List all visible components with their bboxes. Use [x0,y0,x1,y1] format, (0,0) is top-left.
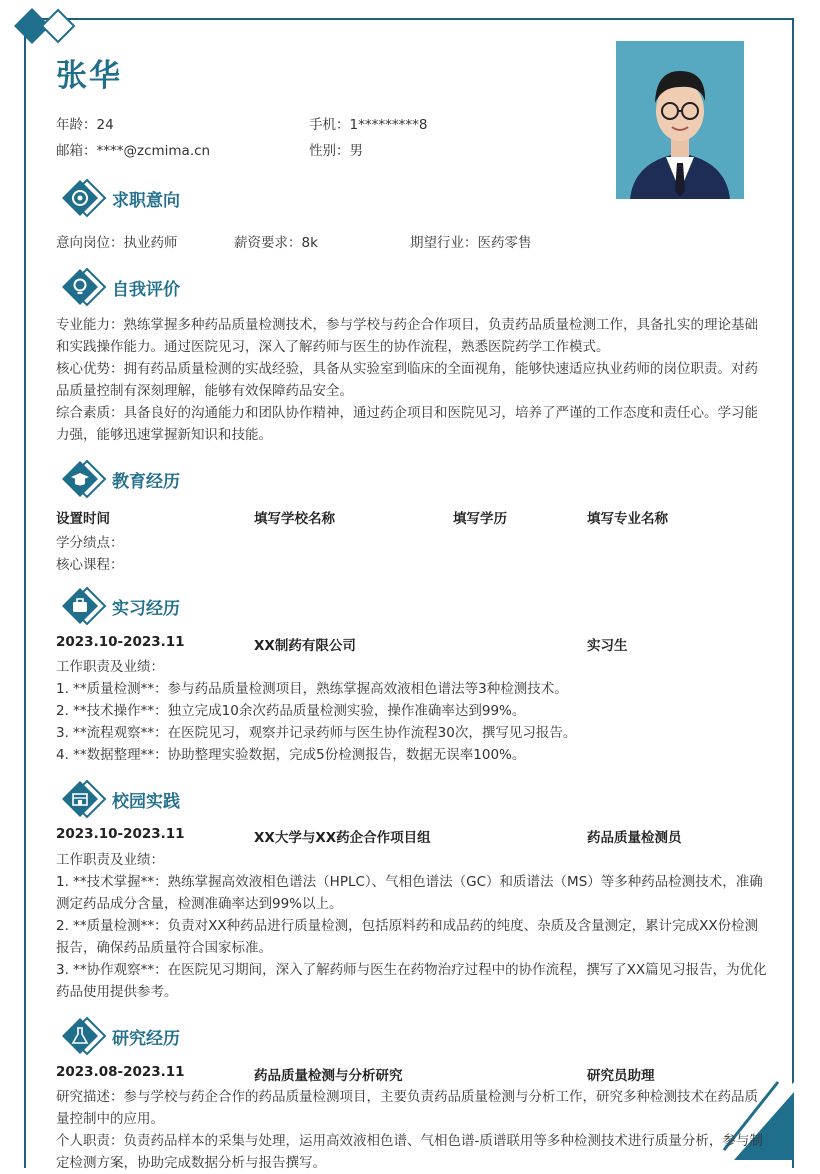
flask-icon [58,1016,108,1056]
campus-duties [56,849,768,1003]
section-header-internship [58,586,180,626]
self-eval-paragraph: 专业能力：熟练掌握多种药品质量检测技术，参与学校与药企合作项目，负责药品质量检测工作，具备扎实的理论基础和实践操作能力。通过医院见习，深入了解药师与医生的协作流程，熟悉医院药学工作模式。 [56,317,758,355]
campus-role: 药品质量检测员 [587,830,682,846]
section-title-intent: 求职意向 [112,191,180,211]
research-description: 研究描述：参与学校与药企合作的药品质量检测项目，主要负责药品质量检测与分析工作，研究多种检测技术在药品质量控制中的应用。 [56,1089,758,1127]
section-header-campus [58,779,180,819]
section-title-research: 研究经历 [112,1029,180,1049]
education-major: 填写专业名称 [587,511,668,527]
campus-duty-label: 工作职责及业绩： [56,852,164,868]
campus-duty-item: 3. **协作观察**：在医院见习期间，深入了解药师与医生在药物治疗过程中的协作流程，撰写了XX篇见习报告，为优化药品使用提供参考。 [56,962,767,1000]
internship-duty-item: 2. **技术操作**：独立完成10余次药品质量检测实验，操作准确率达到99%。 [56,703,526,719]
internship-duties [56,656,768,766]
section-header-education [58,459,180,499]
section-title-self-eval: 自我评价 [112,280,180,300]
intent-salary: 薪资要求：8k [234,235,318,251]
internship-time: 2023.10-2023.11 [56,634,185,650]
section-title-education: 教育经历 [112,472,180,492]
internship-duty-item: 3. **流程观察**：在医院见习，观察并记录药师与医生协作流程30次，撰写见习报告。 [56,725,577,741]
self-eval-paragraph: 核心优势：拥有药品质量检测的实战经验，具备从实验室到临床的全面视角，能够快速适应执业药师的岗位职责。对药品质量控制有深刻理解，能够有效保障药品安全。 [56,361,758,399]
internship-duty-label: 工作职责及业绩： [56,659,164,675]
education-gpa: 学分绩点： [56,535,124,551]
education-courses: 核心课程： [56,557,124,573]
section-header-intent [58,178,180,218]
section-header-research [58,1016,180,1056]
intent-position: 意向岗位：执业药师 [56,235,178,251]
candidate-name: 张华 [56,58,122,94]
email-value: ****@zcmima.cn [96,143,211,159]
campus-duty-item: 2. **质量检测**：负责对XX种药品进行质量检测，包括原料药和成品药的纯度、杂质及含量测定，累计完成XX份检测报告，确保药品质量符合国家标准。 [56,918,759,956]
research-org: 药品质量检测与分析研究 [254,1068,403,1084]
phone-field [309,113,427,133]
gender-value: 男 [349,143,363,159]
education-school: 填写学校名称 [254,511,335,527]
gender-field [309,139,363,159]
self-eval-text [56,314,768,446]
intent-industry: 期望行业：医药零售 [410,235,532,251]
profile-photo [616,41,744,199]
education-degree: 填写学历 [453,511,507,527]
self-eval-paragraph: 综合素质：具备良好的沟通能力和团队协作精神，通过药企项目和医院见习，培养了严谨的工作态度和责任心。学习能力强，能够迅速掌握新知识和技能。 [56,405,758,443]
section-title-campus: 校园实践 [112,792,180,812]
email-field [56,139,210,159]
internship-role: 实习生 [587,638,628,654]
research-time: 2023.08-2023.11 [56,1064,185,1080]
briefcase-icon [58,586,108,626]
section-title-internship: 实习经历 [112,599,180,619]
internship-duty-item: 1. **质量检测**：参与药品质量检测项目，熟练掌握高效液相色谱法等3种检测技术。 [56,681,568,697]
email-label: 邮箱： [56,143,97,159]
gender-label: 性别： [309,143,350,159]
age-label: 年龄： [56,117,97,133]
section-header-self-eval [58,267,180,307]
research-role: 研究员助理 [587,1068,655,1084]
education-time: 设置时间 [56,511,110,527]
age-value: 24 [96,117,114,133]
age-field [56,113,114,133]
corner-diamond-decoration [12,6,82,46]
target-icon [58,178,108,218]
campus-org: XX大学与XX药企合作项目组 [254,830,431,846]
research-details [56,1086,768,1174]
campus-time: 2023.10-2023.11 [56,826,185,842]
research-duty: 个人职责：负责药品样本的采集与处理，运用高效液相色谱、气相色谱-质谱联用等多种检测技术进行质量分析，参与制定检测方案，协助完成数据分析与报告撰写。 [56,1133,763,1171]
phone-value: 1*********8 [349,117,428,133]
internship-org: XX制药有限公司 [254,638,356,654]
graduation-cap-icon [58,459,108,499]
lightbulb-icon [58,267,108,307]
phone-label: 手机： [309,117,350,133]
campus-duty-item: 1. **技术掌握**：熟练掌握高效液相色谱法（HPLC）、气相色谱法（GC）和质谱法（MS）等多种药品检测技术，准确测定药品成分含量，检测准确率达到99%以上。 [56,874,763,912]
building-icon [58,779,108,819]
internship-duty-item: 4. **数据整理**：协助整理实验数据，完成5份检测报告，数据无误率100%。 [56,747,526,763]
